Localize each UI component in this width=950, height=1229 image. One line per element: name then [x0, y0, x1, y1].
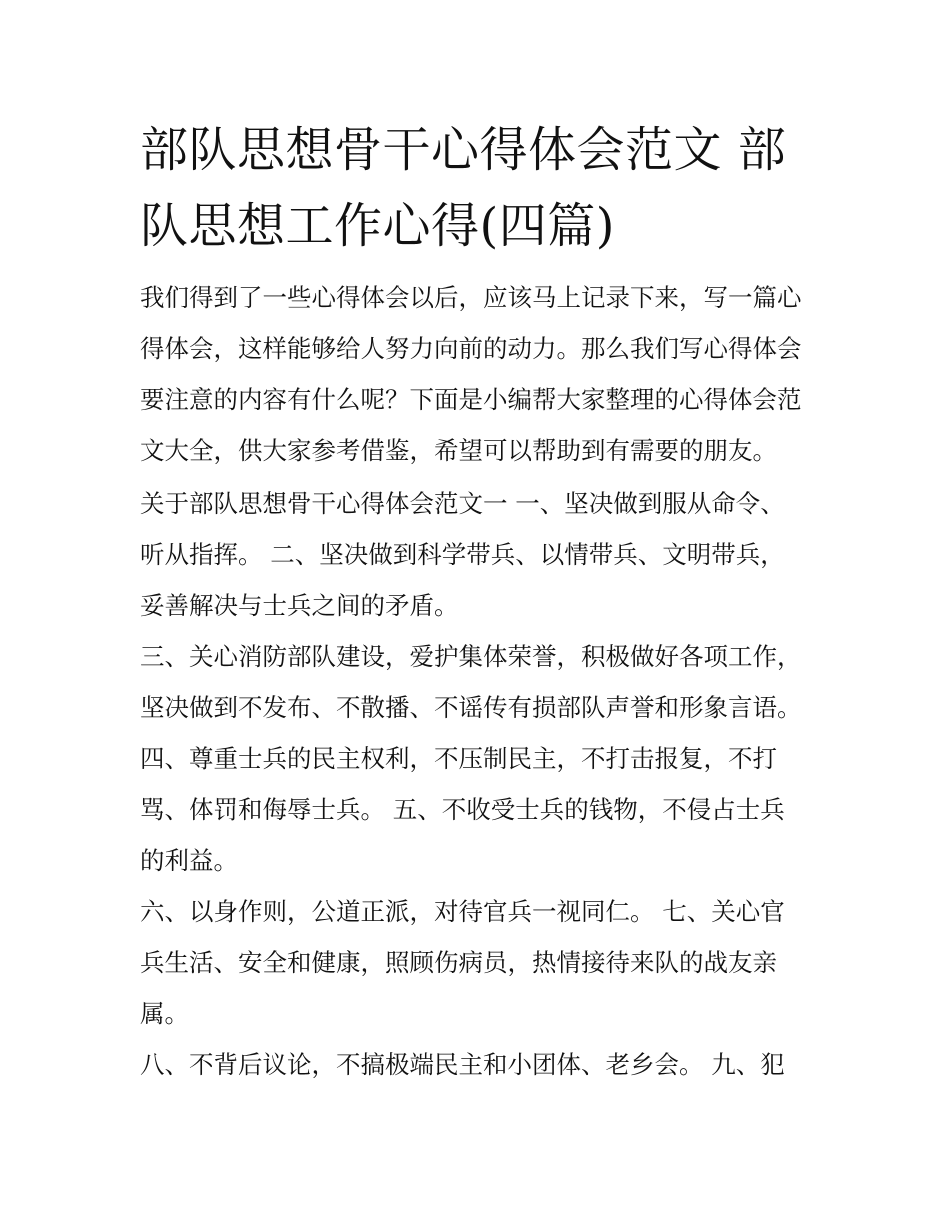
body-line: 属。: [140, 999, 189, 1028]
body-line: 要注意的内容有什么呢？下面是小编帮大家整理的心得体会范: [140, 385, 802, 414]
body-line: 听从指挥。 二、坚决做到科学带兵、以情带兵、文明带兵，: [140, 540, 785, 569]
body-line: 骂、体罚和侮辱士兵。 五、不收受士兵的钱物，不侵占士兵: [140, 795, 785, 824]
body-line: 坚决做到不发布、不散播、不谣传有损部队声誉和形象言语。: [140, 693, 802, 722]
body-line: 文大全，供大家参考借鉴，希望可以帮助到有需要的朋友。: [140, 436, 777, 465]
body-line: 四、尊重士兵的民主权利，不压制民主，不打击报复，不打: [140, 744, 777, 773]
body-line: 兵生活、安全和健康，照顾伤病员，热情接待来队的战友亲: [140, 948, 777, 977]
document-title: 部队思想骨干心得体会范文 部队思想工作心得(四篇): [140, 122, 787, 254]
body-line: 关于部队思想骨干心得体会范文一 一、坚决做到服从命令、: [140, 489, 785, 518]
body-line: 六、以身作则，公道正派，对待官兵一视同仁。 七、关心官: [140, 897, 785, 926]
body-line: 的利益。: [140, 846, 238, 875]
body-line: 三、关心消防部队建设，爱护集体荣誉，积极做好各项工作，: [140, 642, 802, 671]
body-line: 八、不背后议论，不搞极端民主和小团体、老乡会。 九、犯: [140, 1050, 785, 1079]
body-line: 我们得到了一些心得体会以后，应该马上记录下来，写一篇心: [140, 283, 802, 312]
body-line: 得体会，这样能够给人努力向前的动力。那么我们写心得体会: [140, 334, 802, 363]
body-line: 妥善解决与士兵之间的矛盾。: [140, 591, 459, 620]
